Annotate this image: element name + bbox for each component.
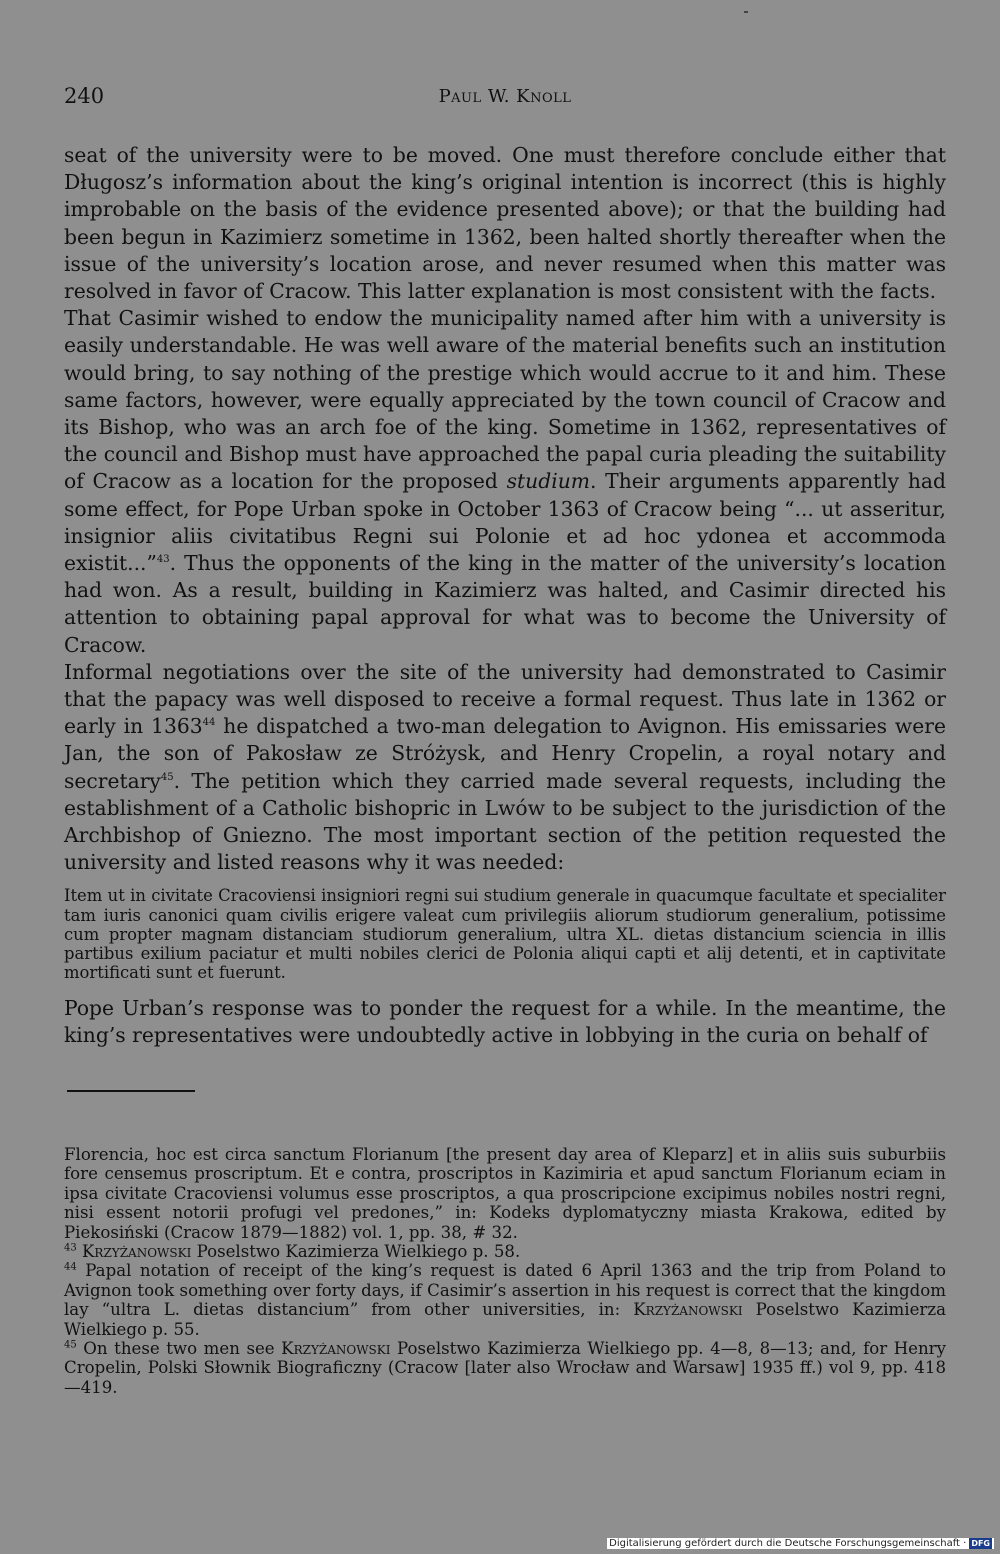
paragraph-4: Pope Urban’s response was to ponder the request for a while. In the meantime, the king’s representatives were undoubtedly active in lobbying in the curia on behalf of bbox=[64, 995, 946, 1047]
footnote-number: 45 bbox=[64, 1339, 77, 1351]
block-quote: Item ut in civitate Cracoviensi insigniori regni sui studium generale in quacumque facultate et specialiter tam iuris canonici quam civilis erigere valeat cum privilegiis aliorum studiorum generalium, potissime cum propter magnam distanciam studiorum generalium, ultra XL. dietas distancium sciencia in illis partibus exilium paciatur et multi nobiles clerici de Polonia aliqui capti et alij detenti, et in captivitate mortificati sunt et fuerunt. bbox=[64, 886, 946, 983]
digitization-credit bbox=[607, 1538, 994, 1549]
paragraph-2-tail: . Thus the opponents of the king in the matter of the university’s location had won. As a result, building in Kazimierz was halted, and Casimir directed his attention to obtaining papal approval for what was to become the University of Cracow. bbox=[64, 551, 946, 657]
paragraph-3-tail: . The petition which they carried made several requests, including the establishment of a Catholic bishopric in Lwów to be subject to the jurisdiction of the Archbishop of Gniezno. The most important section of the petition requested the university and listed reasons why it was needed: bbox=[64, 768, 946, 875]
body-text bbox=[64, 142, 946, 1049]
footnote-ref-45[interactable]: 45 bbox=[160, 771, 174, 783]
footnote-author: Krzyżanowski bbox=[281, 1339, 391, 1359]
footnote-number: 43 bbox=[64, 1242, 77, 1254]
footnotes bbox=[64, 1145, 946, 1397]
running-head: Paul W. Knoll bbox=[438, 86, 572, 107]
italic-studium: studium bbox=[506, 469, 590, 494]
footnote-text-tail: Poselstwo Kazimierza Wielkiego pp. 4—8, 8—13; and, for Henry Cropelin, Polski Słownik Biograficzny (Cracow [later also Wrocław and Warsaw] 1935 ff.) vol 9, pp. 418—419. bbox=[64, 1339, 946, 1397]
paragraph-2 bbox=[64, 305, 946, 659]
footnote-ref-44[interactable]: 44 bbox=[202, 717, 216, 729]
footnote-rule bbox=[67, 1090, 195, 1092]
scan-mark bbox=[744, 11, 748, 13]
paragraph-1: seat of the university were to be moved. One must therefore conclude either that Długosz’s information about the king’s original intention is incorrect (this is highly improbable on the basis of the evidence presented above); or that the building had been begun in Kazimierz sometime in 1362, been halted shortly thereafter when the issue of the university’s location arose, and never resumed when this matter was resolved in favor of Cracow. This latter explanation is most consistent with the facts. bbox=[64, 143, 946, 304]
paragraph-2-middle: . Their arguments apparently had some effect, for Pope Urban spoke in October 1363 of Cracow being “... ut asseritur, insignior aliis civitatibus Regni sui Polonie et ad hoc ydonea et accommoda existit...” bbox=[64, 469, 946, 576]
footnote-continuation: Florencia, hoc est circa sanctum Florianum [the present day area of Kleparz] et in aliis suis suburbiis fore censemus proscriptum. Et e contra, proscriptos in Kazimiria et apud sanctum Florianum eciam in ipsa civitate Cracoviensi volumus esse proscriptos, a qua proscripcione excipimus nobiles nostri regni, nisi essent notorii profugi vel predones,” in: Kodeks dyplomatyczny miasta Krakowa, edited by Piekosiński (Cracow 1879—1882) vol. 1, pp. 38, # 32. bbox=[64, 1145, 946, 1242]
footnote-43 bbox=[64, 1242, 946, 1261]
paragraph-2-lead: That Casimir wished to endow the municipality named after him with a university is easily understandable. He was well aware of the material benefits such an institution would bring, to say nothing of the prestige which would accrue to it and him. These same factors, however, were equally appreciated by the town council of Cracow and its Bishop, who was an arch foe of the king. Sometime in 1362, representatives of the council and Bishop must have approached the papal curia pleading the suitability of Cracow as a location for the proposed bbox=[64, 306, 946, 494]
credit-text: Digitalisierung gefördert durch die Deutsche Forschungsgemeinschaft · bbox=[609, 1538, 967, 1549]
footnote-ref-43[interactable]: 43 bbox=[156, 554, 170, 566]
footnote-author: Krzyżanowski bbox=[82, 1242, 192, 1262]
footnote-text: On these two men see bbox=[76, 1339, 282, 1359]
dfg-logo: DFG bbox=[971, 1539, 990, 1548]
footnote-text: Papal notation of receipt of the king’s request is dated 6 April 1363 and the trip from Poland to Avignon took something over forty days, if Casimir’s assertion in his request is correct that the kingdom lay “ultra L. dietas distancium” from other universities, in: bbox=[64, 1261, 946, 1320]
footnote-text: Poselstwo Kazimierza Wielkiego p. 58. bbox=[191, 1242, 521, 1262]
page-number: 240 bbox=[64, 84, 105, 108]
paragraph-3-middle: he dispatched a two-man delegation to Avignon. His emissaries were Jan, the son of Pakosław ze Stróżysk, and Henry Cropelin, a royal notary and secretary bbox=[64, 714, 946, 793]
paragraph-3 bbox=[64, 659, 946, 877]
footnote-number: 44 bbox=[64, 1261, 77, 1273]
page-header bbox=[64, 84, 946, 114]
footnote-44 bbox=[64, 1261, 946, 1339]
footnote-45 bbox=[64, 1339, 946, 1397]
paragraph-3-lead: Informal negotiations over the site of the university had demonstrated to Casimir that the papacy was well disposed to receive a formal request. Thus late in 1362 or early in 1363 bbox=[64, 659, 946, 739]
footnote-author: Krzyżanowski bbox=[633, 1300, 743, 1320]
footnote-text-tail: Poselstwo Kazimierza Wielkiego p. 55. bbox=[64, 1300, 946, 1339]
